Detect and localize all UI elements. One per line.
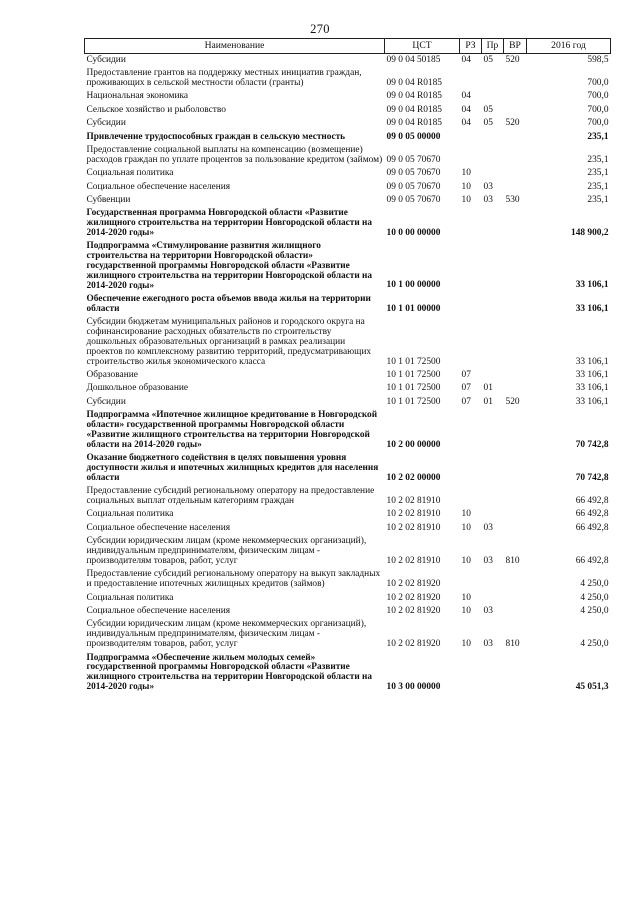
cell-cst: 10 2 02 81920 bbox=[386, 592, 441, 603]
cell-name: Привлечение трудоспособных граждан в сельскую местность bbox=[86, 131, 346, 142]
table-row bbox=[85, 592, 611, 605]
cell-pr: 03 bbox=[483, 639, 493, 650]
cell-sum: 700,0 bbox=[587, 118, 609, 129]
cell-rz bbox=[460, 569, 482, 592]
cell-vr bbox=[504, 316, 527, 369]
cell-sum: 70 742,8 bbox=[575, 472, 609, 483]
cell-pr bbox=[482, 316, 504, 369]
cell-sum: 33 106,1 bbox=[575, 396, 609, 407]
cell-cst: 09 0 05 70670 bbox=[386, 181, 441, 192]
cell-name: Субсидии bbox=[86, 118, 126, 129]
cell-rz: 10 bbox=[461, 555, 471, 566]
cell-sum: 235,1 bbox=[587, 181, 609, 192]
cell-pr bbox=[482, 452, 504, 485]
cell-vr: 810 bbox=[505, 639, 520, 650]
table-row bbox=[85, 410, 611, 453]
cell-rz: 04 bbox=[461, 91, 471, 102]
cell-pr: 01 bbox=[483, 396, 493, 407]
table-row bbox=[85, 522, 611, 535]
cell-vr bbox=[504, 370, 527, 383]
column-header-vr: ВР bbox=[504, 39, 527, 54]
cell-sum: 4 250,0 bbox=[580, 605, 609, 616]
cell-name: Предоставление субсидий региональному оператору на выкуп закладных и предоставление ипотечных жилищных кредитов (займов) bbox=[86, 569, 381, 590]
table-row bbox=[85, 54, 611, 68]
cell-cst: 09 0 05 70670 bbox=[386, 194, 441, 205]
cell-cst: 10 0 00 00000 bbox=[386, 227, 441, 238]
budget-table bbox=[84, 38, 611, 695]
cell-sum: 66 492,8 bbox=[575, 509, 609, 520]
cell-pr bbox=[482, 370, 504, 383]
cell-sum: 33 106,1 bbox=[575, 370, 609, 381]
cell-rz bbox=[460, 131, 482, 144]
cell-vr bbox=[504, 241, 527, 294]
cell-vr bbox=[504, 91, 527, 104]
table-row bbox=[85, 104, 611, 117]
cell-sum: 70 742,8 bbox=[575, 439, 609, 450]
table-row bbox=[85, 118, 611, 131]
cell-cst: 10 1 01 00000 bbox=[386, 303, 441, 314]
cell-cst: 10 2 02 81920 bbox=[386, 579, 441, 590]
cell-vr bbox=[504, 208, 527, 241]
cell-name: Субсидии юридическим лицам (кроме некоммерческих организаций), индивидуальным предпринимателям, физическим лицам - производителям товаров, работ, услуг bbox=[86, 619, 367, 650]
cell-sum: 700,0 bbox=[587, 104, 609, 115]
cell-name: Предоставление субсидий региональному оператору на предоставление социальных выплат отдельным категориям граждан bbox=[86, 485, 375, 506]
cell-name: Субсидии bbox=[86, 54, 126, 65]
cell-cst: 10 2 02 81910 bbox=[386, 522, 441, 533]
cell-cst: 10 2 02 81910 bbox=[386, 509, 441, 520]
cell-vr bbox=[504, 592, 527, 605]
cell-sum: 66 492,8 bbox=[575, 555, 609, 566]
table-row bbox=[85, 535, 611, 568]
cell-rz: 07 bbox=[461, 370, 471, 381]
cell-sum: 700,0 bbox=[587, 91, 609, 102]
cell-name: Подпрограмма «Ипотечное жилищное кредитование в Новгородской области» государственной программы Новгородской области «Развитие жилищного строительства на территории Новгородской области на 2014-2020 годы» bbox=[86, 410, 378, 450]
cell-sum: 4 250,0 bbox=[580, 592, 609, 603]
cell-vr bbox=[504, 168, 527, 181]
cell-cst: 09 0 04 R0185 bbox=[386, 104, 442, 115]
cell-cst: 10 2 02 81920 bbox=[386, 639, 441, 650]
cell-name: Социальное обеспечение населения bbox=[86, 181, 231, 192]
cell-sum: 33 106,1 bbox=[575, 383, 609, 394]
cell-name: Обеспечение ежегодного роста объемов ввода жилья на территории области bbox=[86, 293, 371, 314]
cell-pr: 03 bbox=[483, 522, 493, 533]
cell-pr bbox=[482, 68, 504, 91]
cell-sum: 33 106,1 bbox=[575, 356, 609, 367]
cell-sum: 235,1 bbox=[587, 154, 609, 165]
cell-rz: 10 bbox=[461, 605, 471, 616]
cell-name: Субсидии bbox=[86, 396, 126, 407]
cell-cst: 10 2 02 81910 bbox=[386, 495, 441, 506]
cell-cst: 10 1 01 72500 bbox=[386, 383, 441, 394]
cell-sum: 4 250,0 bbox=[580, 579, 609, 590]
cell-vr bbox=[504, 144, 527, 167]
cell-rz: 10 bbox=[461, 181, 471, 192]
cell-pr bbox=[482, 485, 504, 508]
table-row bbox=[85, 619, 611, 652]
cell-cst: 10 2 02 81920 bbox=[386, 605, 441, 616]
cell-vr bbox=[504, 104, 527, 117]
cell-pr: 05 bbox=[483, 118, 493, 129]
cell-rz: 07 bbox=[461, 396, 471, 407]
cell-rz: 04 bbox=[461, 104, 471, 115]
cell-cst: 10 1 00 00000 bbox=[386, 280, 441, 291]
cell-cst: 10 1 01 72500 bbox=[386, 396, 441, 407]
table-row bbox=[85, 452, 611, 485]
cell-rz bbox=[460, 144, 482, 167]
cell-name: Национальная экономика bbox=[86, 91, 189, 102]
cell-name: Субсидии бюджетам муниципальных районов и городского округа на софинансирование расходных обязательств по строительству дошкольных образовательных организаций в рамках реализации проектов по комплексному развитию территорий, предусматривающих строительство жилья экономического класса bbox=[86, 316, 372, 367]
cell-sum: 45 051,3 bbox=[575, 681, 609, 692]
cell-name: Оказание бюджетного содействия в целях повышения уровня доступности жилья и ипотечных жилищных кредитов для населения области bbox=[86, 452, 379, 483]
cell-name: Дошкольное образование bbox=[86, 383, 189, 394]
cell-cst: 09 0 05 70670 bbox=[386, 168, 441, 179]
cell-vr bbox=[504, 452, 527, 485]
cell-pr bbox=[482, 91, 504, 104]
column-header-pr: Пр bbox=[482, 39, 504, 54]
cell-name: Социальное обеспечение населения bbox=[86, 605, 231, 616]
table-row bbox=[85, 293, 611, 316]
table-row bbox=[85, 181, 611, 194]
cell-vr: 530 bbox=[505, 194, 520, 205]
table-row bbox=[85, 383, 611, 396]
cell-name: Предоставление грантов на поддержку местных инициатив граждан, проживающих в сельской местности области (гранты) bbox=[86, 68, 362, 89]
cell-cst: 10 2 02 00000 bbox=[386, 472, 441, 483]
cell-sum: 700,0 bbox=[587, 78, 609, 89]
table-row bbox=[85, 605, 611, 618]
cell-sum: 235,1 bbox=[587, 194, 609, 205]
cell-vr bbox=[504, 522, 527, 535]
table-row bbox=[85, 569, 611, 592]
cell-pr: 01 bbox=[483, 383, 493, 394]
cell-name: Государственная программа Новгородской области «Развитие жилищного строительства на территории Новгородской области на 2014-2020 годы» bbox=[86, 208, 373, 238]
cell-rz: 10 bbox=[461, 168, 471, 179]
cell-name: Сельское хозяйство и рыболовство bbox=[86, 104, 226, 115]
cell-vr bbox=[504, 605, 527, 618]
table-row bbox=[85, 131, 611, 144]
cell-cst: 10 2 02 81910 bbox=[386, 555, 441, 566]
cell-name: Субвенции bbox=[86, 194, 131, 205]
cell-pr bbox=[482, 293, 504, 316]
cell-name: Подпрограмма «Стимулирование развития жилищного строительства на территории Новгородской области» государственной программы Новгородской области «Развитие жилищного строительства на территории Новгородской области на 2014-2020 годы» bbox=[86, 241, 373, 291]
cell-cst: 09 0 05 70670 bbox=[386, 154, 441, 165]
cell-vr bbox=[504, 569, 527, 592]
table-row bbox=[85, 370, 611, 383]
cell-vr bbox=[504, 485, 527, 508]
page-number: 270 bbox=[310, 22, 330, 36]
cell-pr bbox=[482, 652, 504, 695]
table-row bbox=[85, 168, 611, 181]
cell-sum: 33 106,1 bbox=[575, 280, 609, 291]
cell-rz: 10 bbox=[461, 639, 471, 650]
table-row bbox=[85, 652, 611, 695]
cell-sum: 66 492,8 bbox=[575, 495, 609, 506]
cell-cst: 10 3 00 00000 bbox=[386, 681, 441, 692]
cell-vr: 520 bbox=[505, 118, 520, 129]
cell-rz: 04 bbox=[461, 118, 471, 129]
cell-rz: 10 bbox=[461, 509, 471, 520]
table-row bbox=[85, 91, 611, 104]
cell-rz bbox=[460, 652, 482, 695]
cell-cst: 09 0 05 00000 bbox=[386, 131, 441, 142]
cell-cst: 09 0 04 50185 bbox=[386, 54, 441, 65]
cell-pr bbox=[482, 131, 504, 144]
cell-pr: 03 bbox=[483, 181, 493, 192]
cell-cst: 10 1 01 72500 bbox=[386, 356, 441, 367]
cell-sum: 598,5 bbox=[587, 54, 609, 65]
header-row bbox=[85, 39, 611, 54]
cell-vr bbox=[504, 68, 527, 91]
cell-sum: 235,1 bbox=[587, 168, 609, 179]
cell-pr: 05 bbox=[483, 104, 493, 115]
cell-vr bbox=[504, 131, 527, 144]
table-row bbox=[85, 68, 611, 91]
cell-rz: 10 bbox=[461, 194, 471, 205]
table-header bbox=[85, 39, 611, 54]
cell-vr bbox=[504, 293, 527, 316]
table-row bbox=[85, 144, 611, 167]
cell-pr: 05 bbox=[483, 54, 493, 65]
cell-vr bbox=[504, 383, 527, 396]
table-row bbox=[85, 509, 611, 522]
cell-cst: 09 0 04 R0185 bbox=[386, 118, 442, 129]
cell-name: Социальная политика bbox=[86, 168, 174, 179]
column-header-cst: ЦСТ bbox=[385, 39, 460, 54]
cell-pr bbox=[482, 168, 504, 181]
cell-name: Социальная политика bbox=[86, 509, 174, 520]
cell-cst: 10 2 00 00000 bbox=[386, 439, 441, 450]
cell-pr bbox=[482, 241, 504, 294]
table-row bbox=[85, 485, 611, 508]
cell-cst: 09 0 04 R0185 bbox=[386, 78, 442, 89]
cell-vr: 520 bbox=[505, 54, 520, 65]
cell-name: Субсидии юридическим лицам (кроме некоммерческих организаций), индивидуальным предпринимателям, физическим лицам - производителям товаров, работ, услуг bbox=[86, 535, 367, 566]
table-row bbox=[85, 241, 611, 294]
cell-pr bbox=[482, 144, 504, 167]
cell-pr: 03 bbox=[483, 555, 493, 566]
cell-rz: 10 bbox=[461, 592, 471, 603]
table-row bbox=[85, 194, 611, 207]
cell-name: Предоставление социальной выплаты на компенсацию (возмещение) расходов граждан по уплате процентов за пользование кредитом (займом) bbox=[86, 144, 383, 165]
cell-rz bbox=[460, 485, 482, 508]
table-row bbox=[85, 316, 611, 369]
cell-rz: 10 bbox=[461, 522, 471, 533]
cell-vr: 810 bbox=[505, 555, 520, 566]
cell-rz bbox=[460, 241, 482, 294]
cell-cst: 10 1 01 72500 bbox=[386, 370, 441, 381]
column-header-year: 2016 год bbox=[527, 39, 611, 54]
cell-vr bbox=[504, 181, 527, 194]
table-row bbox=[85, 396, 611, 409]
cell-vr: 520 bbox=[505, 396, 520, 407]
cell-rz bbox=[460, 410, 482, 453]
cell-name: Социальная политика bbox=[86, 592, 174, 603]
cell-rz bbox=[460, 316, 482, 369]
column-header-rz: РЗ bbox=[460, 39, 482, 54]
cell-pr bbox=[482, 592, 504, 605]
cell-rz: 07 bbox=[461, 383, 471, 394]
cell-vr bbox=[504, 509, 527, 522]
cell-sum: 66 492,8 bbox=[575, 522, 609, 533]
cell-rz bbox=[460, 293, 482, 316]
cell-rz bbox=[460, 68, 482, 91]
cell-sum: 148 900,2 bbox=[571, 227, 609, 238]
cell-sum: 33 106,1 bbox=[575, 303, 609, 314]
table-row bbox=[85, 208, 611, 241]
cell-rz bbox=[460, 208, 482, 241]
column-header-name: Наименование bbox=[85, 39, 385, 54]
cell-pr bbox=[482, 208, 504, 241]
cell-pr bbox=[482, 569, 504, 592]
cell-pr: 03 bbox=[483, 605, 493, 616]
cell-rz bbox=[460, 452, 482, 485]
cell-name: Подпрограмма «Обеспечение жильем молодых семей» государственной программы Новгородской области «Развитие жилищного строительства на территории Новгородской области на 2014-2020 годы» bbox=[86, 652, 373, 693]
cell-name: Социальное обеспечение населения bbox=[86, 522, 231, 533]
cell-name: Образование bbox=[86, 370, 138, 381]
cell-sum: 4 250,0 bbox=[580, 639, 609, 650]
cell-sum: 235,1 bbox=[587, 131, 609, 142]
cell-vr bbox=[504, 410, 527, 453]
cell-cst: 09 0 04 R0185 bbox=[386, 91, 442, 102]
table-body bbox=[85, 54, 611, 695]
cell-rz: 04 bbox=[461, 54, 471, 65]
cell-pr: 03 bbox=[483, 194, 493, 205]
cell-vr bbox=[504, 652, 527, 695]
cell-pr bbox=[482, 410, 504, 453]
cell-pr bbox=[482, 509, 504, 522]
